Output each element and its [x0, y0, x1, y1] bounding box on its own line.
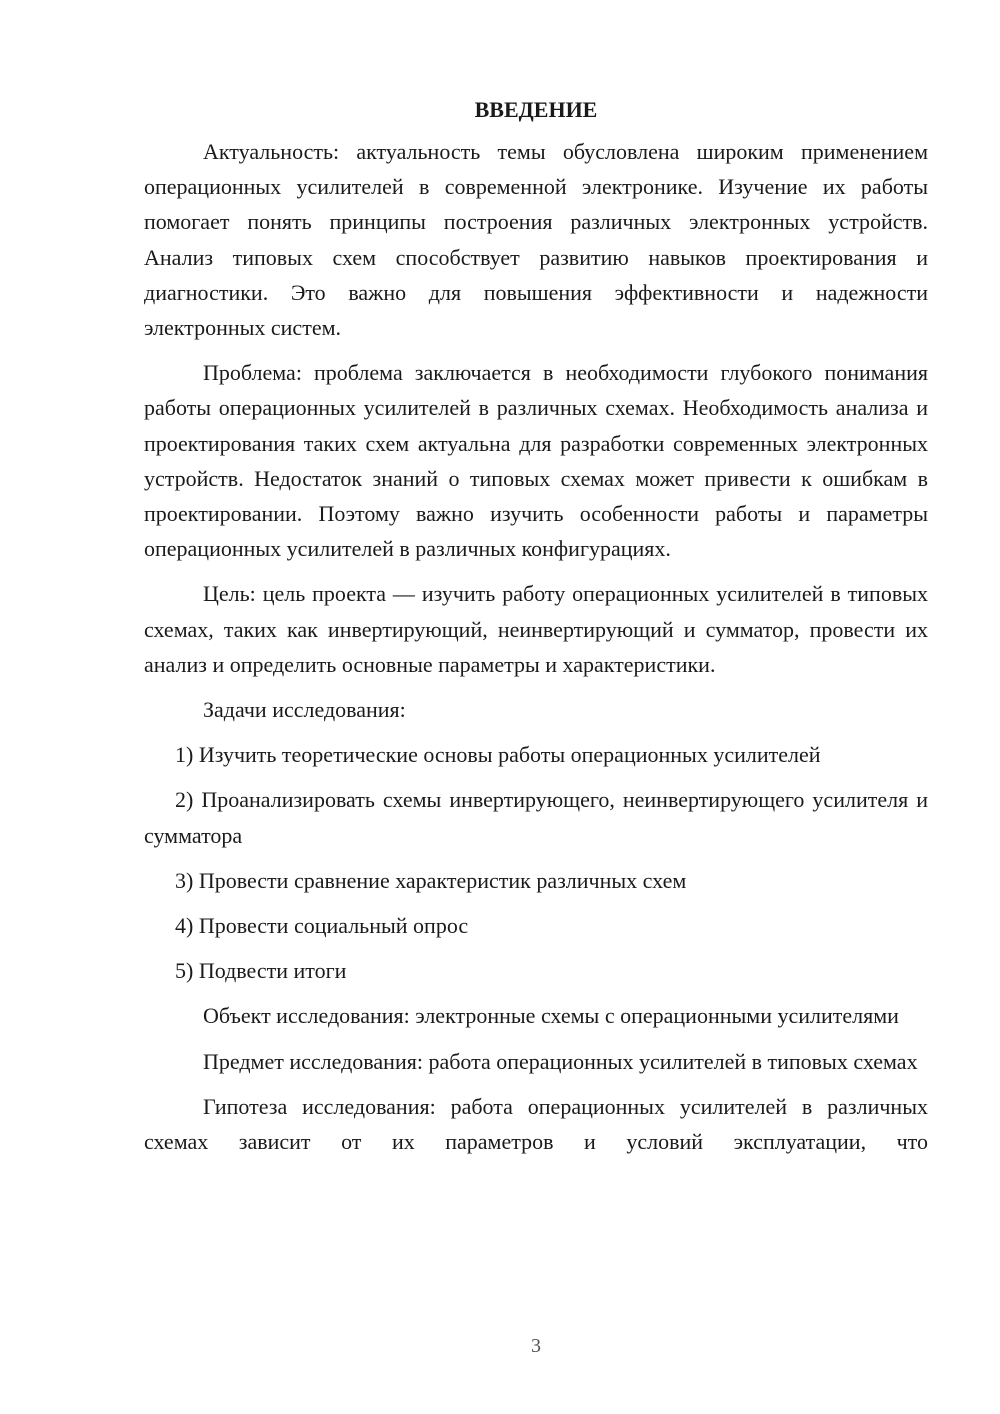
page-title: ВВЕДЕНИЕ — [474, 97, 598, 122]
problem-paragraph: Проблема: проблема заключается в необходимости глубокого понимания работы операционных усилителей в различных схемах. Необходимость анализа и проектирования таких схем актуальна для разработки современных электронных устройств. Недостаток знаний о типовых схемах может привести к ошибкам в проектировании. Поэтому важно изучить особенности работы и параметры операционных усилителей в различных конфигурациях. — [144, 360, 928, 562]
subject-paragraph: Предмет исследования: работа операционных усилителей в типовых схемах — [203, 1048, 918, 1074]
relevance-paragraph: Актуальность: актуальность темы обусловлена широким применением операционных усилителей в современной электронике. Изучение их работы помогает понять принципы построения различных электронных устройств. Анализ типовых схем способствует развитию навыков проектирования и диагностики. Это важно для повышения эффективности и надежности электронных систем. — [144, 139, 928, 341]
task-item: 1) Изучить теоретические основы работы операционных усилителей — [175, 742, 821, 768]
document-page — [144, 92, 928, 1169]
object-paragraph: Объект исследования: электронные схемы с операционными усилителями — [203, 1003, 899, 1029]
task-item: 4) Провести социальный опрос — [175, 913, 469, 939]
page-number: 3 — [531, 1335, 541, 1357]
task-item: 5) Подвести итоги — [175, 958, 347, 984]
task-item: 2) Проанализировать схемы инвертирующего, неинвертирующего усилителя и сумматора — [144, 787, 928, 848]
tasks-heading: Задачи исследования: — [203, 697, 406, 723]
hypothesis-paragraph: Гипотеза исследования: работа операционных усилителей в различных схемах зависит от их параметров и условий эксплуатации, что — [144, 1093, 928, 1155]
goal-paragraph: Цель: цель проекта — изучить работу операционных усилителей в типовых схемах, таких как инвертирующий, неинвертирующий и сумматор, провести их анализ и определить основные параметры и характеристики. — [144, 581, 928, 677]
task-item: 3) Провести сравнение характеристик различных схем — [175, 867, 687, 893]
